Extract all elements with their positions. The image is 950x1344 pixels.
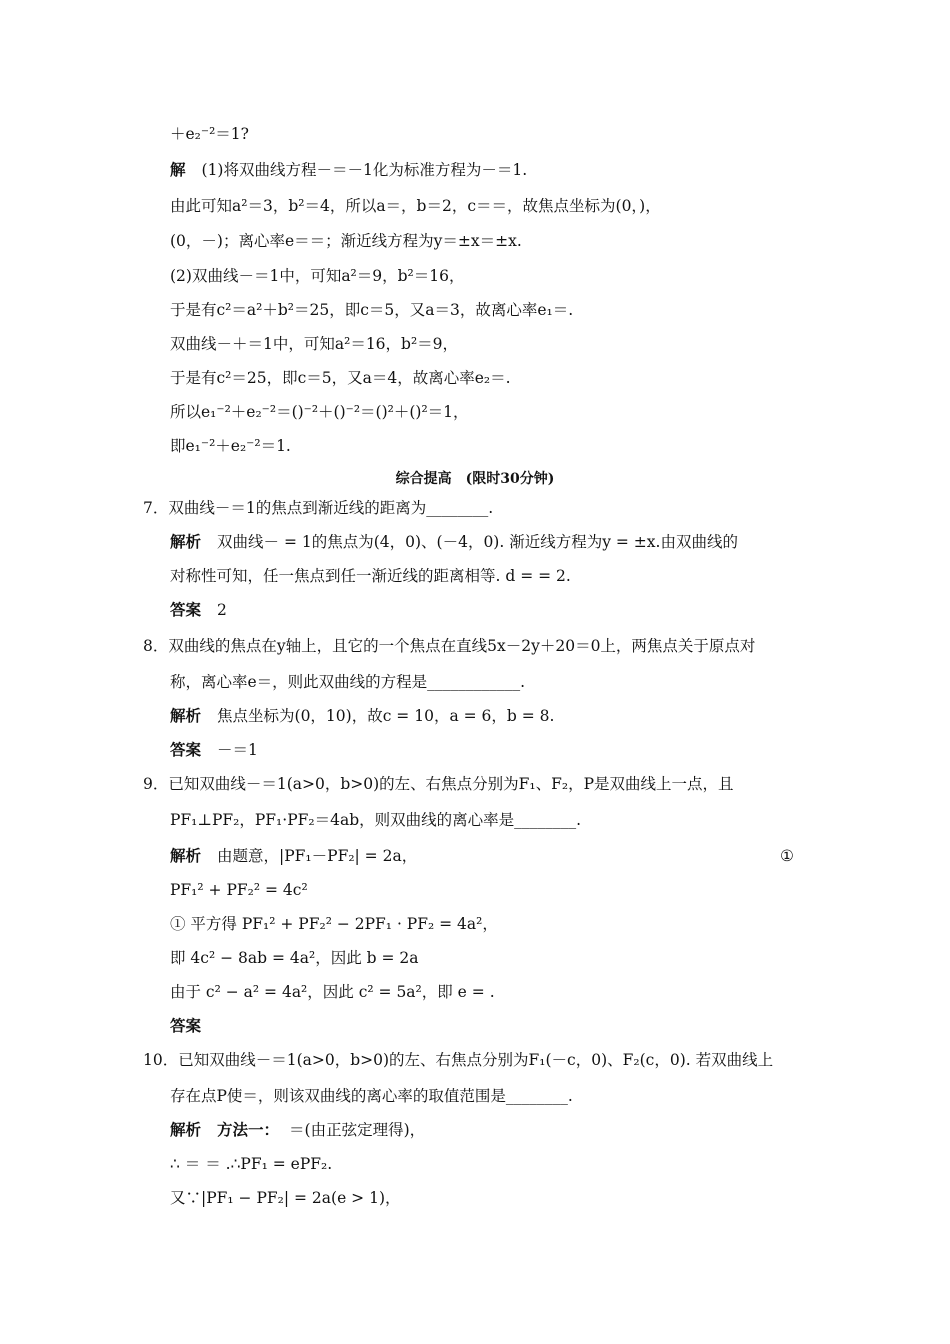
answer-value: －＝1 bbox=[217, 741, 258, 759]
text-line: 由此可知a²＝3，b²＝4，所以a＝，b＝2，c＝＝，故焦点坐标为(0，)， bbox=[170, 197, 661, 215]
answer-line bbox=[170, 600, 227, 620]
analysis-line bbox=[170, 1120, 425, 1140]
answer-line bbox=[170, 740, 258, 760]
text: 由题意，|PF₁－PF₂| = 2a， bbox=[217, 847, 418, 865]
text-line: 双曲线－＋＝1中，可知a²＝16，b²＝9， bbox=[170, 335, 459, 353]
analysis-label: 解析 bbox=[170, 706, 202, 725]
question-9-stem-cont: PF₁⊥PF₂，PF₁·PF₂＝4ab，则双曲线的离心率是________. bbox=[170, 811, 582, 829]
section-heading: 综合提高 (限时30分钟) bbox=[395, 471, 555, 487]
text: (1)将双曲线方程－＝－1化为标准方程为－＝1. bbox=[201, 161, 528, 179]
question-10-stem: 10．已知双曲线－＝1(a>0，b>0)的左、右焦点分别为F₁(－c，0)、F₂(c，0). 若双曲线上 bbox=[143, 1051, 774, 1069]
analysis-line bbox=[170, 846, 417, 866]
text: ＝(由正弦定理得)， bbox=[289, 1121, 426, 1139]
analysis-line bbox=[170, 532, 738, 552]
method-label: 方法一： bbox=[217, 1120, 280, 1139]
text-line: ＋e₂⁻²＝1? bbox=[170, 125, 249, 143]
question-8-stem-cont: 称，离心率e＝，则此双曲线的方程是____________. bbox=[170, 673, 526, 691]
solution-label: 解 bbox=[170, 160, 186, 179]
text-line: 对称性可知，任一焦点到任一渐近线的距离相等. d = = 2. bbox=[170, 567, 571, 585]
question-9-stem: 9．已知双曲线－＝1(a>0，b>0)的左、右焦点分别为F₁、F₂，P是双曲线上一点，且 bbox=[143, 775, 734, 793]
analysis-label: 解析 bbox=[170, 1120, 202, 1139]
question-7-stem: 7．双曲线－＝1的焦点到渐近线的距离为________. bbox=[143, 499, 494, 517]
analysis-label: 解析 bbox=[170, 532, 202, 551]
text-line: ① 平方得 PF₁² + PF₂² − 2PF₁ · PF₂ = 4a²， bbox=[170, 915, 498, 933]
answer-label: 答案 bbox=[170, 600, 202, 619]
analysis-line bbox=[170, 706, 554, 726]
equation-marker: ① bbox=[780, 847, 794, 865]
answer-label: 答案 bbox=[170, 740, 202, 759]
question-8-stem: 8．双曲线的焦点在y轴上，且它的一个焦点在直线5x－2y＋20＝0上，两焦点关于原点对 bbox=[143, 637, 756, 655]
text-line: 所以e₁⁻²＋e₂⁻²＝()⁻²＋()⁻²＝()²＋()²＝1， bbox=[170, 403, 469, 421]
text: 焦点坐标为(0，10)，故c = 10，a = 6，b = 8. bbox=[217, 707, 555, 725]
text-line: 由于 c² − a² = 4a²，因此 c² = 5a²，即 e = . bbox=[170, 983, 495, 1001]
text-line: PF₁² + PF₂² = 4c² bbox=[170, 881, 308, 899]
text-line: 又∵|PF₁ − PF₂| = 2a(e > 1)， bbox=[170, 1189, 401, 1207]
text-line: (2)双曲线－＝1中，可知a²＝9，b²＝16， bbox=[170, 267, 465, 285]
text-line: ∴ ＝ ＝ .∴PF₁ = ePF₂. bbox=[170, 1155, 333, 1173]
text-line: 于是有c²＝a²＋b²＝25，即c＝5，又a＝3，故离心率e₁＝. bbox=[170, 301, 574, 319]
text-line: 于是有c²＝25，即c＝5，又a＝4，故离心率e₂＝. bbox=[170, 369, 511, 387]
question-10-stem-cont: 存在点P使＝，则该双曲线的离心率的取值范围是________. bbox=[170, 1087, 573, 1105]
solution-line bbox=[170, 160, 527, 180]
answer-line bbox=[170, 1016, 217, 1036]
text: 双曲线－ = 1的焦点为(4，0)、(－4，0). 渐近线方程为y = ±x.由双曲线的 bbox=[217, 533, 738, 551]
text-line: 即e₁⁻²＋e₂⁻²＝1. bbox=[170, 437, 291, 455]
answer-label: 答案 bbox=[170, 1016, 202, 1035]
text-line: 即 4c² − 8ab = 4a²，因此 b = 2a bbox=[170, 949, 419, 967]
text-line: (0，－)；离心率e＝＝；渐近线方程为y＝±x＝±x. bbox=[170, 232, 522, 250]
answer-value: 2 bbox=[217, 601, 227, 619]
analysis-label: 解析 bbox=[170, 846, 202, 865]
